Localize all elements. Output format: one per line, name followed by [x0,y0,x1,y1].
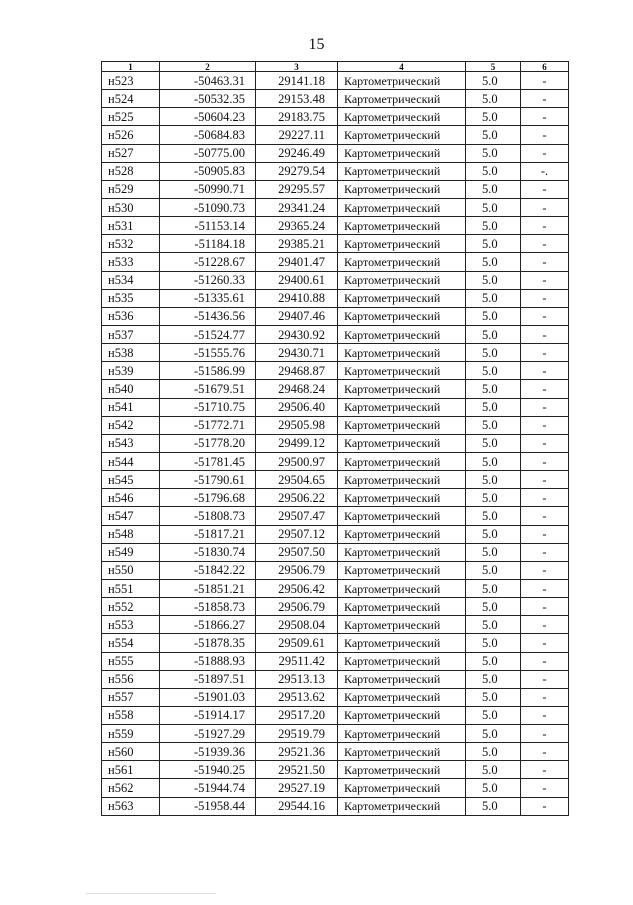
accuracy-cell: 5.0 [466,725,521,743]
page-number: 15 [308,36,325,53]
accuracy-cell: 5.0 [466,761,521,779]
accuracy-cell: 5.0 [466,398,521,416]
point-id-cell: н541 [102,398,160,416]
point-id-cell: н552 [102,598,160,616]
table-row [102,525,569,543]
point-id-cell: н560 [102,743,160,761]
x-coordinate-cell: -51524.77 [160,325,256,343]
method-cell: Картометрический [338,235,466,253]
y-coordinate-cell: 29506.40 [256,398,338,416]
point-id-cell: н559 [102,725,160,743]
table-row [102,543,569,561]
y-coordinate-cell: 29508.04 [256,616,338,634]
method-cell: Картометрический [338,72,466,90]
column-header: 1 [102,62,160,72]
method-cell: Картометрический [338,452,466,470]
note-cell: - [521,72,569,90]
point-id-cell: н561 [102,761,160,779]
x-coordinate-cell: -51228.67 [160,253,256,271]
note-cell: - [521,398,569,416]
accuracy-cell: 5.0 [466,743,521,761]
y-coordinate-cell: 29500.97 [256,452,338,470]
x-coordinate-cell: -51153.14 [160,217,256,235]
table-row [102,144,569,162]
y-coordinate-cell: 29511.42 [256,652,338,670]
accuracy-cell: 5.0 [466,489,521,507]
accuracy-cell: 5.0 [466,634,521,652]
method-cell: Картометрический [338,489,466,507]
point-id-cell: н538 [102,344,160,362]
note-cell: - [521,634,569,652]
x-coordinate-cell: -51842.22 [160,561,256,579]
method-cell: Картометрический [338,471,466,489]
accuracy-cell: 5.0 [466,72,521,90]
accuracy-cell: 5.0 [466,706,521,724]
table-row [102,579,569,597]
method-cell: Картометрический [338,126,466,144]
table-row [102,344,569,362]
y-coordinate-cell: 29400.61 [256,271,338,289]
y-coordinate-cell: 29407.46 [256,307,338,325]
table-row [102,198,569,216]
x-coordinate-cell: -51830.74 [160,543,256,561]
x-coordinate-cell: -51790.61 [160,471,256,489]
table-row [102,797,569,815]
method-cell: Картометрический [338,688,466,706]
note-cell: -. [521,162,569,180]
x-coordinate-cell: -51866.27 [160,616,256,634]
table-row [102,289,569,307]
table-row [102,72,569,90]
y-coordinate-cell: 29365.24 [256,217,338,235]
table-row [102,634,569,652]
accuracy-cell: 5.0 [466,543,521,561]
table-row [102,452,569,470]
point-id-cell: н525 [102,108,160,126]
note-cell: - [521,761,569,779]
point-id-cell: н558 [102,706,160,724]
table-row [102,507,569,525]
accuracy-cell: 5.0 [466,380,521,398]
method-cell: Картометрический [338,761,466,779]
table-row [102,162,569,180]
point-id-cell: н550 [102,561,160,579]
table-row [102,108,569,126]
note-cell: - [521,362,569,380]
method-cell: Картометрический [338,652,466,670]
accuracy-cell: 5.0 [466,670,521,688]
note-cell: - [521,289,569,307]
accuracy-cell: 5.0 [466,344,521,362]
note-cell: - [521,579,569,597]
point-id-cell: н526 [102,126,160,144]
point-id-cell: н535 [102,289,160,307]
x-coordinate-cell: -50532.35 [160,90,256,108]
y-coordinate-cell: 29183.75 [256,108,338,126]
x-coordinate-cell: -51772.71 [160,416,256,434]
table-row [102,434,569,452]
method-cell: Картометрический [338,144,466,162]
note-cell: - [521,416,569,434]
method-cell: Картометрический [338,344,466,362]
method-cell: Картометрический [338,743,466,761]
method-cell: Картометрический [338,180,466,198]
y-coordinate-cell: 29506.79 [256,598,338,616]
point-id-cell: н530 [102,198,160,216]
point-id-cell: н534 [102,271,160,289]
method-cell: Картометрический [338,525,466,543]
x-coordinate-cell: -50463.31 [160,72,256,90]
table-row [102,90,569,108]
point-id-cell: н544 [102,452,160,470]
accuracy-cell: 5.0 [466,162,521,180]
table-row [102,489,569,507]
point-id-cell: н539 [102,362,160,380]
point-id-cell: н536 [102,307,160,325]
point-id-cell: н529 [102,180,160,198]
table-row [102,779,569,797]
x-coordinate-cell: -51436.56 [160,307,256,325]
y-coordinate-cell: 29499.12 [256,434,338,452]
table-header-row [102,62,569,72]
table-row [102,652,569,670]
table-row [102,126,569,144]
point-id-cell: н555 [102,652,160,670]
method-cell: Картометрический [338,634,466,652]
note-cell: - [521,108,569,126]
accuracy-cell: 5.0 [466,289,521,307]
point-id-cell: н551 [102,579,160,597]
x-coordinate-cell: -51586.99 [160,362,256,380]
x-coordinate-cell: -51555.76 [160,344,256,362]
method-cell: Картометрический [338,416,466,434]
x-coordinate-cell: -51851.21 [160,579,256,597]
table-row [102,307,569,325]
note-cell: - [521,344,569,362]
y-coordinate-cell: 29385.21 [256,235,338,253]
note-cell: - [521,325,569,343]
x-coordinate-cell: -51897.51 [160,670,256,688]
method-cell: Картометрический [338,108,466,126]
accuracy-cell: 5.0 [466,652,521,670]
y-coordinate-cell: 29507.50 [256,543,338,561]
method-cell: Картометрический [338,434,466,452]
note-cell: - [521,235,569,253]
point-id-cell: н545 [102,471,160,489]
method-cell: Картометрический [338,271,466,289]
x-coordinate-cell: -51184.18 [160,235,256,253]
y-coordinate-cell: 29521.50 [256,761,338,779]
x-coordinate-cell: -51927.29 [160,725,256,743]
note-cell: - [521,253,569,271]
y-coordinate-cell: 29506.79 [256,561,338,579]
table-row [102,471,569,489]
note-cell: - [521,271,569,289]
x-coordinate-cell: -50775.00 [160,144,256,162]
point-id-cell: н548 [102,525,160,543]
x-coordinate-cell: -51710.75 [160,398,256,416]
y-coordinate-cell: 29509.61 [256,634,338,652]
note-cell: - [521,307,569,325]
y-coordinate-cell: 29507.47 [256,507,338,525]
x-coordinate-cell: -51335.61 [160,289,256,307]
x-coordinate-cell: -51817.21 [160,525,256,543]
method-cell: Картометрический [338,380,466,398]
note-cell: - [521,217,569,235]
table-row [102,761,569,779]
column-header: 6 [521,62,569,72]
x-coordinate-cell: -51888.93 [160,652,256,670]
method-cell: Картометрический [338,579,466,597]
accuracy-cell: 5.0 [466,598,521,616]
method-cell: Картометрический [338,90,466,108]
point-id-cell: н542 [102,416,160,434]
table-row [102,325,569,343]
column-header: 5 [466,62,521,72]
accuracy-cell: 5.0 [466,688,521,706]
point-id-cell: н523 [102,72,160,90]
point-id-cell: н549 [102,543,160,561]
point-id-cell: н528 [102,162,160,180]
accuracy-cell: 5.0 [466,126,521,144]
x-coordinate-cell: -50990.71 [160,180,256,198]
y-coordinate-cell: 29506.42 [256,579,338,597]
point-id-cell: н532 [102,235,160,253]
y-coordinate-cell: 29519.79 [256,725,338,743]
note-cell: - [521,90,569,108]
accuracy-cell: 5.0 [466,525,521,543]
note-cell: - [521,706,569,724]
point-id-cell: н524 [102,90,160,108]
table-row [102,598,569,616]
y-coordinate-cell: 29410.88 [256,289,338,307]
y-coordinate-cell: 29153.48 [256,90,338,108]
method-cell: Картометрический [338,198,466,216]
table-row [102,743,569,761]
y-coordinate-cell: 29430.92 [256,325,338,343]
point-id-cell: н540 [102,380,160,398]
y-coordinate-cell: 29513.62 [256,688,338,706]
table-row [102,688,569,706]
y-coordinate-cell: 29513.13 [256,670,338,688]
note-cell: - [521,797,569,815]
y-coordinate-cell: 29507.12 [256,525,338,543]
note-cell: - [521,670,569,688]
note-cell: - [521,452,569,470]
column-header: 3 [256,62,338,72]
method-cell: Картометрический [338,543,466,561]
method-cell: Картометрический [338,253,466,271]
note-cell: - [521,126,569,144]
method-cell: Картометрический [338,398,466,416]
note-cell: - [521,561,569,579]
table-row [102,362,569,380]
x-coordinate-cell: -51260.33 [160,271,256,289]
accuracy-cell: 5.0 [466,507,521,525]
x-coordinate-cell: -51878.35 [160,634,256,652]
accuracy-cell: 5.0 [466,253,521,271]
y-coordinate-cell: 29506.22 [256,489,338,507]
y-coordinate-cell: 29521.36 [256,743,338,761]
x-coordinate-cell: -50684.83 [160,126,256,144]
method-cell: Картометрический [338,507,466,525]
point-id-cell: н547 [102,507,160,525]
accuracy-cell: 5.0 [466,180,521,198]
point-id-cell: н543 [102,434,160,452]
table-row [102,561,569,579]
table-row [102,416,569,434]
y-coordinate-cell: 29227.11 [256,126,338,144]
accuracy-cell: 5.0 [466,579,521,597]
method-cell: Картометрический [338,670,466,688]
column-header: 2 [160,62,256,72]
point-id-cell: н554 [102,634,160,652]
x-coordinate-cell: -51808.73 [160,507,256,525]
note-cell: - [521,471,569,489]
table-row [102,725,569,743]
note-cell: - [521,144,569,162]
y-coordinate-cell: 29279.54 [256,162,338,180]
note-cell: - [521,507,569,525]
x-coordinate-cell: -51901.03 [160,688,256,706]
table-row [102,180,569,198]
accuracy-cell: 5.0 [466,797,521,815]
accuracy-cell: 5.0 [466,325,521,343]
point-id-cell: н531 [102,217,160,235]
y-coordinate-cell: 29544.16 [256,797,338,815]
method-cell: Картометрический [338,162,466,180]
table-row [102,398,569,416]
method-cell: Картометрический [338,616,466,634]
accuracy-cell: 5.0 [466,362,521,380]
note-cell: - [521,180,569,198]
table-row [102,670,569,688]
x-coordinate-cell: -51944.74 [160,779,256,797]
point-id-cell: н563 [102,797,160,815]
method-cell: Картометрический [338,706,466,724]
coordinates-table [101,61,569,816]
accuracy-cell: 5.0 [466,144,521,162]
note-cell: - [521,652,569,670]
table-row [102,616,569,634]
table-row [102,271,569,289]
y-coordinate-cell: 29430.71 [256,344,338,362]
method-cell: Картометрический [338,779,466,797]
method-cell: Картометрический [338,797,466,815]
x-coordinate-cell: -51958.44 [160,797,256,815]
x-coordinate-cell: -51858.73 [160,598,256,616]
y-coordinate-cell: 29246.49 [256,144,338,162]
note-cell: - [521,779,569,797]
x-coordinate-cell: -51679.51 [160,380,256,398]
accuracy-cell: 5.0 [466,416,521,434]
method-cell: Картометрический [338,362,466,380]
method-cell: Картометрический [338,217,466,235]
method-cell: Картометрический [338,725,466,743]
accuracy-cell: 5.0 [466,616,521,634]
point-id-cell: н537 [102,325,160,343]
table-row [102,706,569,724]
table-row [102,380,569,398]
accuracy-cell: 5.0 [466,90,521,108]
note-cell: - [521,198,569,216]
accuracy-cell: 5.0 [466,434,521,452]
x-coordinate-cell: -51796.68 [160,489,256,507]
accuracy-cell: 5.0 [466,198,521,216]
method-cell: Картометрический [338,307,466,325]
x-coordinate-cell: -51090.73 [160,198,256,216]
y-coordinate-cell: 29141.18 [256,72,338,90]
y-coordinate-cell: 29295.57 [256,180,338,198]
accuracy-cell: 5.0 [466,217,521,235]
accuracy-cell: 5.0 [466,108,521,126]
table-row [102,235,569,253]
point-id-cell: н557 [102,688,160,706]
point-id-cell: н533 [102,253,160,271]
accuracy-cell: 5.0 [466,779,521,797]
y-coordinate-cell: 29401.47 [256,253,338,271]
note-cell: - [521,598,569,616]
accuracy-cell: 5.0 [466,307,521,325]
accuracy-cell: 5.0 [466,235,521,253]
x-coordinate-cell: -51940.25 [160,761,256,779]
point-id-cell: н562 [102,779,160,797]
note-cell: - [521,688,569,706]
accuracy-cell: 5.0 [466,471,521,489]
point-id-cell: н546 [102,489,160,507]
table-body [102,72,569,816]
method-cell: Картометрический [338,289,466,307]
table-row [102,217,569,235]
x-coordinate-cell: -51914.17 [160,706,256,724]
table-row [102,253,569,271]
accuracy-cell: 5.0 [466,561,521,579]
note-cell: - [521,434,569,452]
y-coordinate-cell: 29505.98 [256,416,338,434]
point-id-cell: н527 [102,144,160,162]
accuracy-cell: 5.0 [466,271,521,289]
point-id-cell: н553 [102,616,160,634]
method-cell: Картометрический [338,325,466,343]
accuracy-cell: 5.0 [466,452,521,470]
x-coordinate-cell: -50604.23 [160,108,256,126]
y-coordinate-cell: 29504.65 [256,471,338,489]
x-coordinate-cell: -51781.45 [160,452,256,470]
note-cell: - [521,543,569,561]
method-cell: Картометрический [338,561,466,579]
y-coordinate-cell: 29517.20 [256,706,338,724]
x-coordinate-cell: -50905.83 [160,162,256,180]
x-coordinate-cell: -51939.36 [160,743,256,761]
footer-rule [86,893,216,894]
note-cell: - [521,525,569,543]
note-cell: - [521,489,569,507]
y-coordinate-cell: 29341.24 [256,198,338,216]
point-id-cell: н556 [102,670,160,688]
y-coordinate-cell: 29468.24 [256,380,338,398]
note-cell: - [521,725,569,743]
note-cell: - [521,743,569,761]
y-coordinate-cell: 29468.87 [256,362,338,380]
method-cell: Картометрический [338,598,466,616]
y-coordinate-cell: 29527.19 [256,779,338,797]
x-coordinate-cell: -51778.20 [160,434,256,452]
note-cell: - [521,616,569,634]
column-header: 4 [338,62,466,72]
note-cell: - [521,380,569,398]
